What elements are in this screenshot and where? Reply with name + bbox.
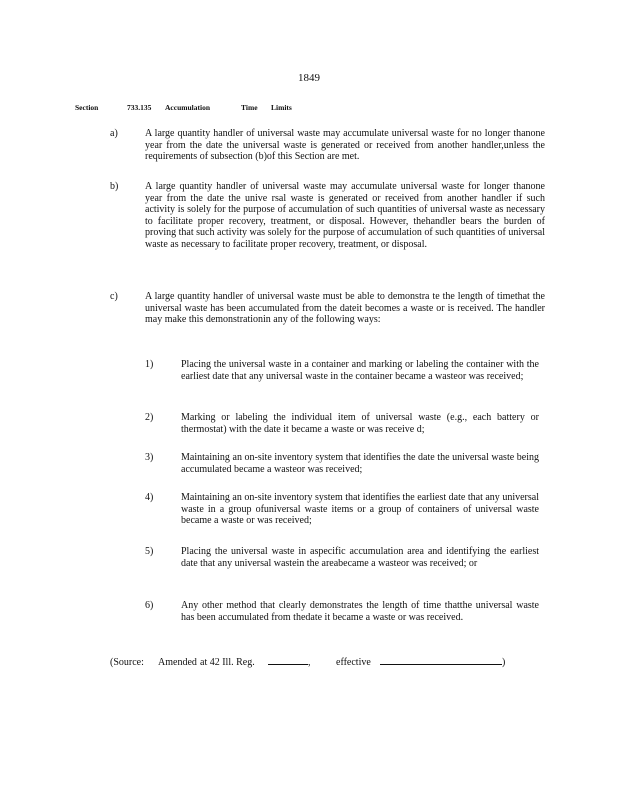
source-effective: effective: [336, 657, 371, 668]
subsection-c-label: c): [110, 291, 118, 302]
subitem-3-text: Maintaining an on-site inventory system that identifies the date the universal waste being accumulated became a wasteor was received;: [181, 452, 539, 475]
source-open: (Source:: [110, 657, 144, 668]
heading-title-word-3: Limits: [271, 103, 292, 112]
subsection-b-label: b): [110, 181, 119, 192]
source-register: at 42 Ill. Reg.: [200, 657, 255, 668]
source-note: [110, 654, 505, 668]
subsection-a-text: A large quantity handler of universal waste may accumulate universal waste for no longer thanone year from the date the universal waste is generated or received from another handler,unless the requirements of subsection (b)of this Section are met.: [145, 128, 545, 162]
subitem-1-text: Placing the universal waste in a container and marking or labeling the container with the earliest date that any universal waste in the container became a wasteor was received;: [181, 359, 539, 382]
heading-section-label: Section: [75, 103, 99, 112]
subitem-5-label: 5): [145, 546, 154, 557]
source-comma: ,: [308, 657, 311, 668]
subitem-2-text: Marking or labeling the individual item of universal waste (e.g., each battery or thermostat) with the date it became a waste or was receive d;: [181, 412, 539, 435]
subitem-1-label: 1): [145, 359, 154, 370]
effective-date-blank: [380, 654, 502, 665]
source-amended: Amended: [158, 657, 197, 668]
subitem-3-label: 3): [145, 452, 154, 463]
section-heading: [75, 103, 292, 112]
page-number: 1849: [298, 72, 320, 84]
heading-section-number: 733.135: [127, 103, 152, 112]
subitem-4-label: 4): [145, 492, 154, 503]
subsection-c-text: A large quantity handler of universal waste must be able to demonstra te the length of timethat the universal waste has been accumulated from the dateit becomes a waste or is received. The handler may make this demonstrationin any of the following ways:: [145, 291, 545, 325]
subitem-6-text: Any other method that clearly demonstrates the length of time thatthe universal waste has been accumulated from thedate it became a waste or was received.: [181, 600, 539, 623]
register-page-blank: [268, 654, 308, 665]
source-close: ): [502, 657, 506, 668]
heading-title-word-1: Accumulation: [165, 103, 210, 112]
subsection-b-text: A large quantity handler of universal waste may accumulate universal waste for longer thanone year from the date the unive rsal waste is generated or received from another handler if such activity is solely for the purpose of accumulation of such quantities of universal waste as necessary to facilitate proper recovery, treatment, or disposal. However, thehandler bears the burden of proving that such activity was solely for the purpose of accumulation of such quantities of universal waste as necessary to facilitate proper recovery, treatment, or disposal.: [145, 181, 545, 250]
subitem-5-text: Placing the universal waste in aspecific accumulation area and identifying the earliest date that any universal wastein the areabecame a wasteor was received; or: [181, 546, 539, 569]
subitem-2-label: 2): [145, 412, 154, 423]
subitem-4-text: Maintaining an on-site inventory system that identifies the earliest date that any universal waste in a group ofuniversal waste items or a group of containers of universal waste became a waste or was received;: [181, 492, 539, 526]
heading-title-word-2: Time: [241, 103, 258, 112]
subsection-a-label: a): [110, 128, 118, 139]
subitem-6-label: 6): [145, 600, 154, 611]
